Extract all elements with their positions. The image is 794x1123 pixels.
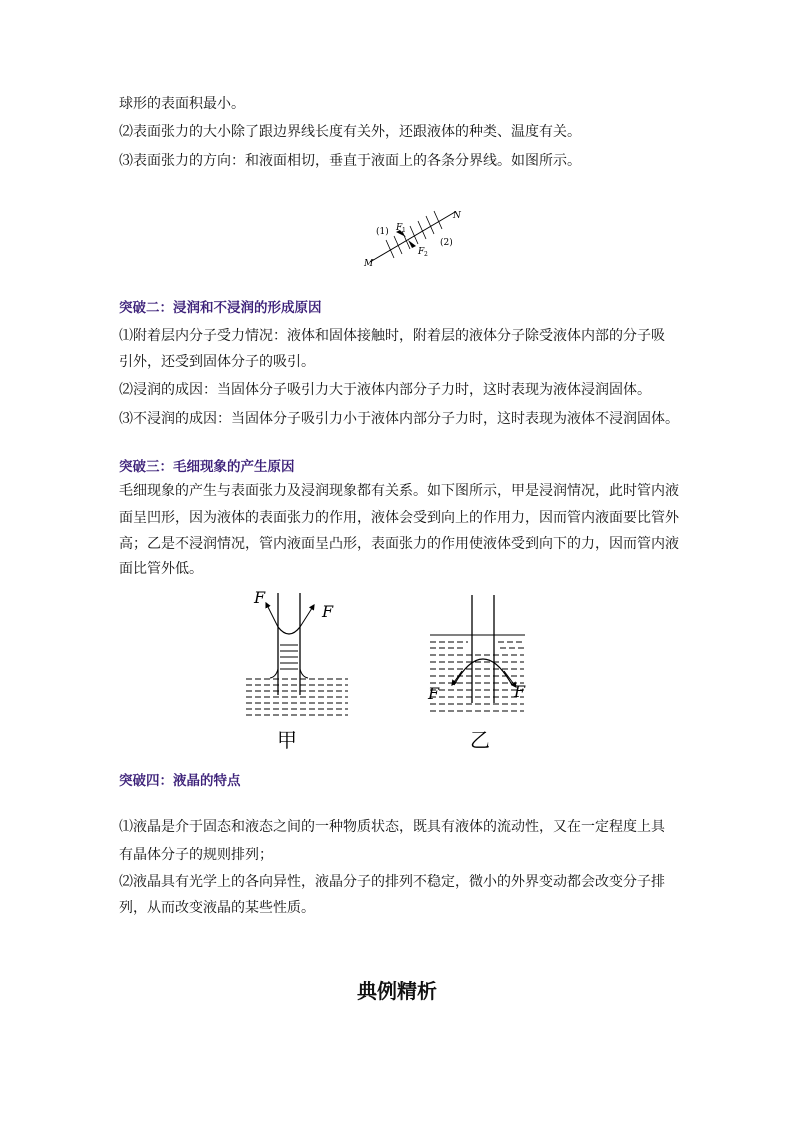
text-line: ⑶不浸润的成因：当固体分子吸引力小于液体内部分子力时，这时表现为液体不浸润固体。: [119, 411, 679, 427]
text-line: 引外，还受到固体分子的吸引。: [119, 354, 315, 370]
text-line: 有晶体分子的规则排列；: [119, 847, 273, 863]
section-heading: 突破三：毛细现象的产生原因: [119, 459, 295, 475]
text-line: ⑶表面张力的方向：和液面相切，垂直于液面上的各条分界线。如图所示。: [119, 153, 581, 169]
text-line: ⑴液晶是介于固态和液态之间的一种物质状态，既具有液体的流动性，又在一定程度上具: [119, 819, 665, 835]
figure-caption: 乙: [470, 728, 490, 752]
page-title: 典例精析: [357, 979, 437, 1003]
text-line: 面呈凹形，因为液体的表面张力的作用，液体会受到向上的作用力，因而管内液面要比管外: [119, 510, 679, 526]
section-heading: 突破四：液晶的特点: [119, 773, 241, 789]
surface-tension-figure: [360, 200, 470, 270]
text-line: 球形的表面积最小。: [119, 96, 245, 112]
text-line: ⑵液晶具有光学上的各向异性，液晶分子的排列不稳定，微小的外界变动都会改变分子排: [119, 874, 665, 890]
m-label: M: [364, 259, 374, 269]
text-line: 高；乙是不浸润情况，管内液面呈凸形，表面张力的作用使液体受到向下的力，因而管内液: [119, 536, 679, 552]
force-label-right: F: [322, 602, 334, 621]
label-1: (1): [376, 227, 389, 237]
text-line: 列，从而改变液晶的某些性质。: [119, 900, 315, 916]
f1-label: F: [396, 223, 403, 233]
force-label-left: F: [428, 684, 440, 703]
text-line: 毛细现象的产生与表面张力及浸润现象都有关系。如下图所示，甲是浸润情况，此时管内液: [119, 483, 679, 499]
n-label: N: [453, 211, 461, 221]
text-line: ⑵浸润的成因：当固体分子吸引力大于液体内部分子力时，这时表现为液体浸润固体。: [119, 382, 651, 398]
text-line: ⑵表面张力的大小除了跟边界线长度有关外，还跟液体的种类、温度有关。: [119, 124, 581, 140]
text-line: 面比管外低。: [119, 561, 203, 577]
f2-label: F: [418, 247, 425, 257]
section-heading: 突破二：浸润和不浸润的形成原因: [119, 300, 322, 316]
capillary-nonwetting-figure: [420, 595, 535, 755]
label-2: (2): [440, 238, 453, 248]
f2-sub: 2: [424, 251, 428, 258]
figure-caption: 甲: [277, 728, 297, 752]
f1-sub: 1: [402, 227, 406, 234]
capillary-wetting-figure: [240, 585, 355, 755]
force-label-left: F: [254, 588, 266, 607]
text-line: ⑴附着层内分子受力情况：液体和固体接触时，附着层的液体分子除受液体内部的分子吸: [119, 328, 665, 344]
force-label-right: F: [514, 682, 526, 701]
